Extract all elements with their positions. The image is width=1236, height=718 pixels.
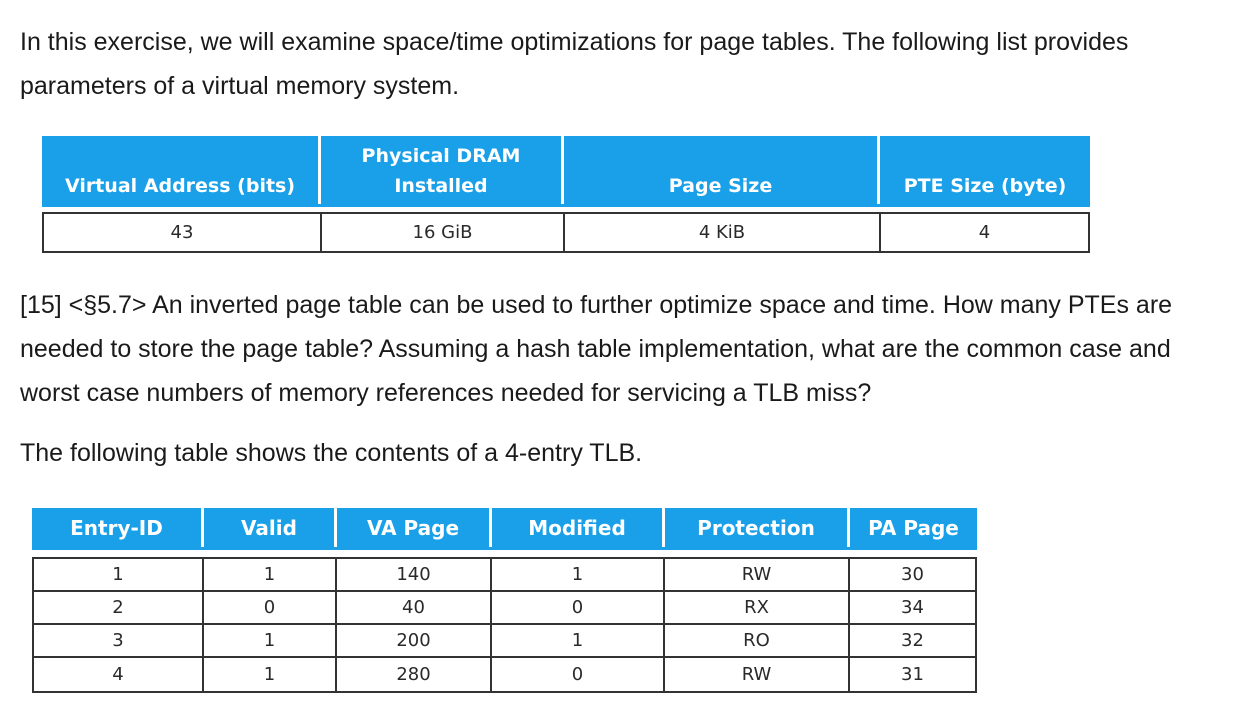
tlb-table — [32, 508, 977, 693]
tlb-cell-protection: RW — [665, 559, 850, 590]
tlb-cell-modified: 1 — [492, 559, 665, 590]
tlb-cell-pa-page: 31 — [901, 664, 924, 685]
tlb-cell-va-page: 200 — [337, 625, 492, 656]
params-value-pte-size: 4 — [978, 222, 991, 243]
tlb-cell-valid: 1 — [204, 559, 337, 590]
tlb-cell-modified: 0 — [492, 658, 665, 691]
tlb-header-modified: Modified — [492, 508, 665, 547]
intro-paragraph: In this exercise, we will examine space/time optimizations for page tables. The following list provides parameters of a virtual memory system. — [20, 28, 1129, 100]
exercise-question: [15] <§5.7> An inverted page table can be used to further optimize space and time. How many PTEs are needed to store the page table? Assuming a hash table implementation, what are the common case and worst case numbers of memory references needed for servicing a TLB miss? — [20, 291, 1173, 407]
tlb-header-protection: Protection — [665, 508, 850, 547]
tlb-cell-valid: 1 — [204, 625, 337, 656]
tlb-header-pa-page: PA Page — [850, 508, 977, 547]
params-header-pte-size: PTE Size (byte) — [880, 136, 1090, 204]
tlb-cell-valid: 0 — [204, 592, 337, 623]
params-header-page-size: Page Size — [564, 136, 880, 204]
tlb-cell-entry-id: 2 — [34, 592, 204, 623]
tlb-cell-pa-page: 32 — [901, 630, 924, 651]
tlb-cell-entry-id: 1 — [34, 559, 204, 590]
tlb-cell-pa-page: 30 — [901, 564, 924, 585]
tlb-header-rule — [32, 547, 977, 550]
params-value-virtual-address: 43 — [44, 214, 322, 251]
params-header-virtual-address: Virtual Address (bits) — [42, 136, 321, 204]
tlb-cell-va-page: 140 — [337, 559, 492, 590]
tlb-cell-modified: 0 — [492, 592, 665, 623]
tlb-cell-valid: 1 — [204, 658, 337, 691]
tlb-cell-protection: RX — [665, 592, 850, 623]
tlb-cell-entry-id: 4 — [34, 658, 204, 691]
params-value-physical-dram: 16 GiB — [322, 214, 565, 251]
tlb-header-entry-id: Entry-ID — [32, 508, 204, 547]
tlb-cell-protection: RO — [665, 625, 850, 656]
tlb-header-valid: Valid — [204, 508, 337, 547]
table-row — [34, 592, 975, 625]
params-header-physical-dram: Physical DRAM Installed — [321, 136, 564, 204]
vm-parameters-table — [42, 136, 1090, 253]
tlb-cell-entry-id: 3 — [34, 625, 204, 656]
params-data-row — [42, 212, 1090, 253]
tlb-cell-va-page: 40 — [337, 592, 492, 623]
params-header-rule — [42, 204, 1090, 207]
tlb-header-row — [32, 508, 977, 547]
table-row — [34, 625, 975, 658]
table-row — [34, 658, 975, 691]
table-row — [34, 559, 975, 592]
params-header-row — [42, 136, 1090, 204]
tlb-body — [32, 557, 977, 693]
tlb-cell-protection: RW — [665, 658, 850, 691]
params-value-page-size: 4 KiB — [565, 214, 881, 251]
tlb-cell-va-page: 280 — [337, 658, 492, 691]
tlb-header-va-page: VA Page — [337, 508, 492, 547]
tlb-cell-modified: 1 — [492, 625, 665, 656]
tlb-cell-pa-page: 34 — [901, 597, 924, 618]
tlb-intro-paragraph: The following table shows the contents of a 4-entry TLB. — [20, 439, 643, 467]
